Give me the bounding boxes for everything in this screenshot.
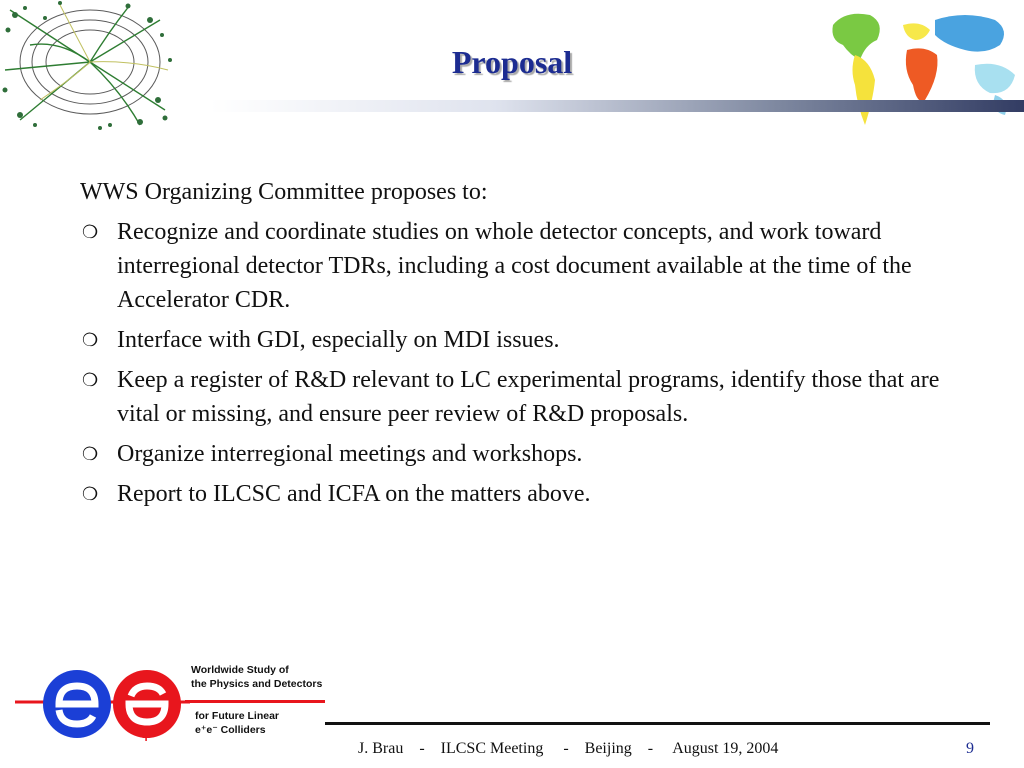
intro-text: WWS Organizing Committee proposes to: xyxy=(80,179,488,205)
footer-text: J. Brau - ILCSC Meeting - Beijing - August 19, 2004 xyxy=(358,740,779,757)
logo-text-line-1: Worldwide Study of xyxy=(191,664,289,676)
bullet-icon: ❍ xyxy=(82,444,99,464)
bullet-text: Keep a register of R&D relevant to LC experimental programs, identify those that are vital or missing, and ensure peer review of R&D proposals. xyxy=(117,367,940,427)
slide-title: Proposal xyxy=(451,44,573,80)
logo-plus-sign: + xyxy=(142,729,151,745)
bullet-item xyxy=(80,363,960,431)
slide-content xyxy=(80,175,960,517)
bullet-text: Organize interregional meetings and workshops. xyxy=(117,441,583,467)
bullet-item xyxy=(80,323,960,357)
footer-divider xyxy=(325,722,990,725)
bullet-item xyxy=(80,215,960,317)
bullet-icon: ❍ xyxy=(82,222,99,242)
logo-minus-sign: − xyxy=(69,662,80,682)
bullet-text: Recognize and coordinate studies on whole detector concepts, and work toward interregional detector TDRs, including a cost document available at the time of the Accelerator CDR. xyxy=(117,219,912,313)
wws-logo xyxy=(15,660,335,745)
bullet-item xyxy=(80,437,960,471)
logo-divider xyxy=(185,700,325,703)
title-gradient-bar xyxy=(210,100,1024,112)
bullet-text: Report to ILCSC and ICFA on the matters above. xyxy=(117,481,591,507)
bullet-text: Interface with GDI, especially on MDI issues. xyxy=(117,327,560,353)
bullet-list xyxy=(80,215,960,511)
bullet-icon: ❍ xyxy=(82,484,99,504)
bullet-icon: ❍ xyxy=(82,370,99,390)
logo-text-line-4: e⁺e⁻ Colliders xyxy=(195,724,266,736)
logo-text-line-2: the Physics and Detectors xyxy=(191,678,323,690)
bullet-item xyxy=(80,477,960,511)
logo-text-line-3: for Future Linear xyxy=(195,710,280,722)
page-number: 9 xyxy=(966,740,974,757)
ee-logo-icon xyxy=(15,660,190,745)
bullet-icon: ❍ xyxy=(82,330,99,350)
